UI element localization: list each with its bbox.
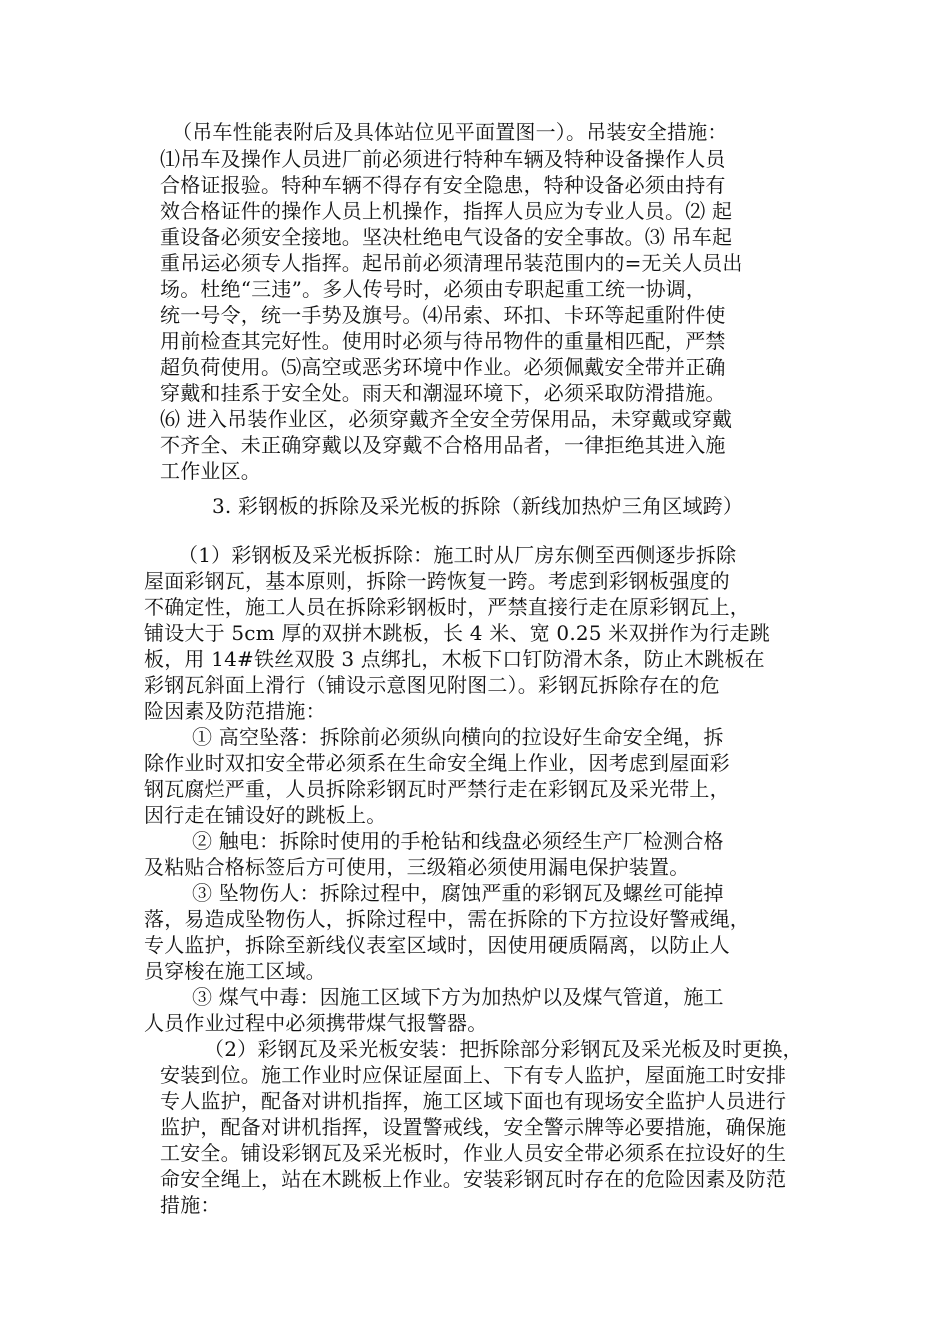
text-line: 工安全。铺设彩钢瓦及采光板时，作业人员安全带必须系在拉设好的生: [160, 1141, 787, 1165]
text-line: 用前检查其完好性。使用时必须与待吊物件的重量相匹配，严禁: [160, 329, 726, 353]
text-line: 除作业时双扣安全带必须系在生命安全绳上作业，因考虑到屋面彩: [144, 751, 730, 775]
text-line: （1）彩钢板及采光板拆除：施工时从厂房东侧至西侧逐步拆除: [178, 543, 737, 567]
text-line: （吊车性能表附后及具体站位见平面置图一）。吊装安全措施：: [172, 120, 728, 144]
section-heading: 3. 彩钢板的拆除及采光板的拆除（新线加热炉三角区域跨）: [212, 494, 744, 518]
text-line: 屋面彩钢瓦，基本原则，拆除一跨恢复一跨。考虑到彩钢板强度的: [144, 569, 730, 593]
text-line: 效合格证件的操作人员上机操作，指挥人员应为专业人员。⑵ 起: [160, 199, 733, 223]
text-line: ⑹ 进入吊装作业区，必须穿戴齐全安全劳保用品，未穿戴或穿戴: [160, 407, 733, 431]
text-line: ⑴吊车及操作人员进厂前必须进行特种车辆及特种设备操作人员: [160, 147, 726, 171]
text-line: 专人监护，配备对讲机指挥，施工区域下面也有现场安全监护人员进行: [160, 1089, 787, 1113]
text-line: （2）彩钢瓦及采光板安装：把拆除部分彩钢瓦及采光板及时更换，: [204, 1037, 803, 1061]
text-line: 工作业区。: [160, 459, 261, 483]
text-line: 合格证报验。特种车辆不得存有安全隐患，特种设备必须由持有: [160, 173, 726, 197]
text-line: 统一号令，统一手势及旗号。⑷吊索、环扣、卡环等起重附件使: [160, 303, 726, 327]
text-line: 因行走在铺设好的跳板上。: [144, 803, 387, 827]
text-line: 重设备必须安全接地。坚决杜绝电气设备的安全事故。⑶ 吊车起: [160, 225, 733, 249]
text-line: 钢瓦腐烂严重，人员拆除彩钢瓦时严禁行走在彩钢瓦及采光带上，: [144, 777, 730, 801]
text-line: 监护，配备对讲机指挥，设置警戒线，安全警示牌等必要措施，确保施: [160, 1115, 787, 1139]
text-line: 超负荷使用。⑸高空或恶劣环境中作业。必须佩戴安全带并正确: [160, 355, 726, 379]
text-line: 铺设大于 5cm 厚的双拼木跳板，长 4 米、宽 0.25 米双拼作为行走跳: [144, 621, 770, 645]
text-line: ② 触电：拆除时使用的手枪钻和线盘必须经生产厂检测合格: [192, 829, 724, 853]
text-line: 及粘贴合格标签后方可使用，三级箱必须使用漏电保护装置。: [144, 855, 690, 879]
text-line: 重吊运必须专人指挥。起吊前必须清理吊装范围内的=无关人员出: [160, 251, 743, 275]
text-line: 专人监护，拆除至新线仪表室区域时，因使用硬质隔离，以防止人: [144, 933, 730, 957]
text-line: 落，易造成坠物伤人，拆除过程中，需在拆除的下方拉设好警戒绳，: [144, 907, 750, 931]
text-line: 穿戴和挂系于安全处。雨天和潮湿环境下，必须采取防滑措施。: [160, 381, 726, 405]
text-line: 不齐全、未正确穿戴以及穿戴不合格用品者，一律拒绝其进入施: [160, 433, 726, 457]
text-line: 险因素及防范措施：: [144, 699, 326, 723]
text-line: ① 高空坠落：拆除前必须纵向横向的拉设好生命安全绳，拆: [192, 725, 724, 749]
text-line: 板，用 14#铁丝双股 3 点绑扎，木板下口钉防滑木条，防止木跳板在: [144, 647, 765, 671]
text-line: 场。杜绝“三违”。多人传号时，必须由专职起重工统一协调，: [160, 277, 707, 301]
text-line: ③ 煤气中毒：因施工区域下方为加热炉以及煤气管道，施工: [192, 985, 724, 1009]
text-line: 措施：: [160, 1193, 221, 1217]
text-line: 命安全绳上，站在木跳板上作业。安装彩钢瓦时存在的危险因素及防范: [160, 1167, 787, 1191]
text-line: 安装到位。施工作业时应保证屋面上、下有专人监护，屋面施工时安排: [160, 1063, 787, 1087]
text-line: 不确定性，施工人员在拆除彩钢板时，严禁直接行走在原彩钢瓦上，: [144, 595, 750, 619]
text-line: ③ 坠物伤人：拆除过程中，腐蚀严重的彩钢瓦及螺丝可能掉: [192, 881, 724, 905]
text-line: 彩钢瓦斜面上滑行（铺设示意图见附图二）。彩钢瓦拆除存在的危: [144, 673, 720, 697]
text-line: 人员作业过程中必须携带煤气报警器。: [144, 1011, 488, 1035]
text-line: 员穿梭在施工区域。: [144, 959, 326, 983]
